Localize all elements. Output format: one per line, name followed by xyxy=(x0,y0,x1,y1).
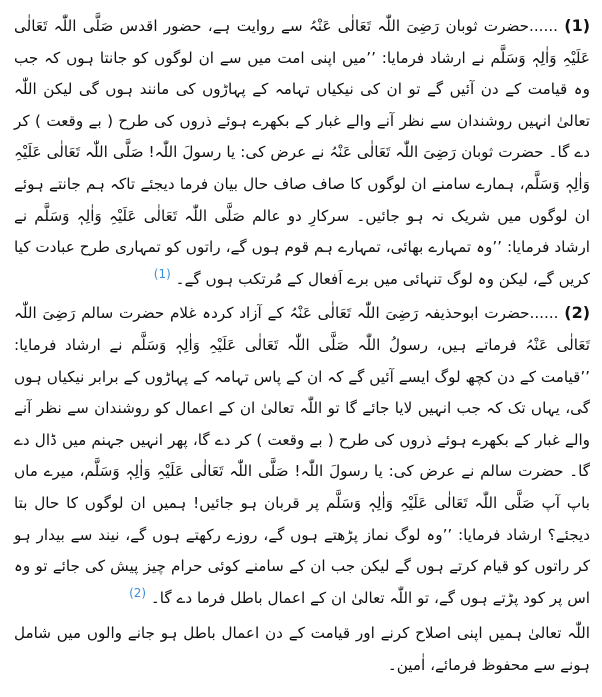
document-page xyxy=(14,10,590,697)
closing-prayer: اللّٰہ تعالیٰ ہمیں اپنی اصلاح کرنے اور قیامت کے دن اعمال باطل ہو جانے والوں میں شامل ہونے سے محفوظ فرمائے، اٰمین۔ xyxy=(14,624,590,674)
paragraph-1 xyxy=(14,10,590,295)
paragraph-number: (1) xyxy=(564,16,591,35)
paragraph-text: ......حضرت ابوحذیفہ رَضِیَ اللّٰہ تَعَالٰی عَنْہُ کے آزاد کردہ غلام حضرت سالم رَضِیَ اللّٰہ تَعَالٰی عَنْہُ فرماتے ہیں، رسولُ اللّٰہ صَلَّی اللّٰہ تَعَالٰی عَلَیْہِ وَاٰلِہٖ وَسَلَّم نے ارشاد فرمایا: ’’قیامت کے دن کچھ لوگ ایسے آئیں گے کہ ان کے پاس تہامہ کے پہاڑوں کے برابر نیکیاں ہوں گی، یہاں تک کہ جب انہیں لایا جائے گا تو اللّٰہ تعالیٰ ان کے اعمال کو روشندان سے نظر آنے والے غبار کے بکھرے ہوئے ذروں کی طرح ( بے وقعت ) کر دے گا، پھر انہیں جہنم میں ڈال دے گا۔ حضرت سالم نے عرض کی: یا رسولَ اللّٰہ! صَلَّی اللّٰہ تَعَالٰی عَلَیْہِ وَاٰلِہٖ وَسَلَّم، میرے ماں باپ آپ صَلَّی اللّٰہ تَعَالٰی عَلَیْہِ وَاٰلِہٖ وَسَلَّم پر قربان ہو جائیں! ہمیں ان لوگوں کا حال بتا دیجئے؟ ارشاد فرمایا: ’’وہ لوگ نماز پڑھتے ہوں گے، روزے رکھتے ہوں گے، نیند سے بیدار ہو کر راتوں کو قیام کرتے ہوں گے لیکن جب ان کے سامنے کوئی حرام چیز پیش کی جائے تو وہ اس پر کود پڑتے ہوں گے، تو اللّٰہ تعالیٰ ان کے اعمال باطل فرما دے گا۔ xyxy=(14,304,590,607)
footnote-marker[interactable]: (1) xyxy=(153,266,171,281)
footnote-marker[interactable]: (2) xyxy=(129,585,147,600)
paragraph-2 xyxy=(14,297,590,614)
paragraph-text: ......حضرت ثوبان رَضِیَ اللّٰہ تَعَالٰی عَنْہُ سے روایت ہے، حضور اقدس صَلَّی اللّٰہ تَعَالٰی عَلَیْہِ وَاٰلِہٖ وَسَلَّم نے ارشاد فرمایا: ’’میں اپنی امت میں سے ان لوگوں کو جانتا ہوں کہ جب وہ قیامت کے دن آئیں گے تو ان کی نیکیاں تہامہ کے پہاڑوں کی مانند ہوں گی لیکن اللّٰہ تعالیٰ انہیں روشندان سے نظر آنے والے غبار کے بکھرے ہوئے ذروں کی طرح ( بے وقعت ) کر دے گا۔ حضرت ثوبان رَضِیَ اللّٰہ تَعَالٰی عَنْہُ نے عرض کی: یا رسولَ اللّٰہ! صَلَّی اللّٰہ تَعَالٰی عَلَیْہِ وَاٰلِہٖ وَسَلَّم، ہمارے سامنے ان لوگوں کا صاف صاف حال بیان فرما دیجئے تاکہ ہم جانتے ہوئے ان لوگوں میں شریک نہ ہو جائیں۔ سرکارِ دو عالم صَلَّی اللّٰہ تَعَالٰی عَلَیْہِ وَاٰلِہٖ وَسَلَّم نے ارشاد فرمایا: ’’وہ تمہارے بھائی، تمہارے ہم قوم ہوں گے، راتوں کو تمہاری طرح عبادت کیا کریں گے، لیکن وہ لوگ تنہائی میں برے اَفعال کے مُرتکب ہوں گے۔ xyxy=(14,17,590,288)
paragraph-number: (2) xyxy=(564,303,591,323)
